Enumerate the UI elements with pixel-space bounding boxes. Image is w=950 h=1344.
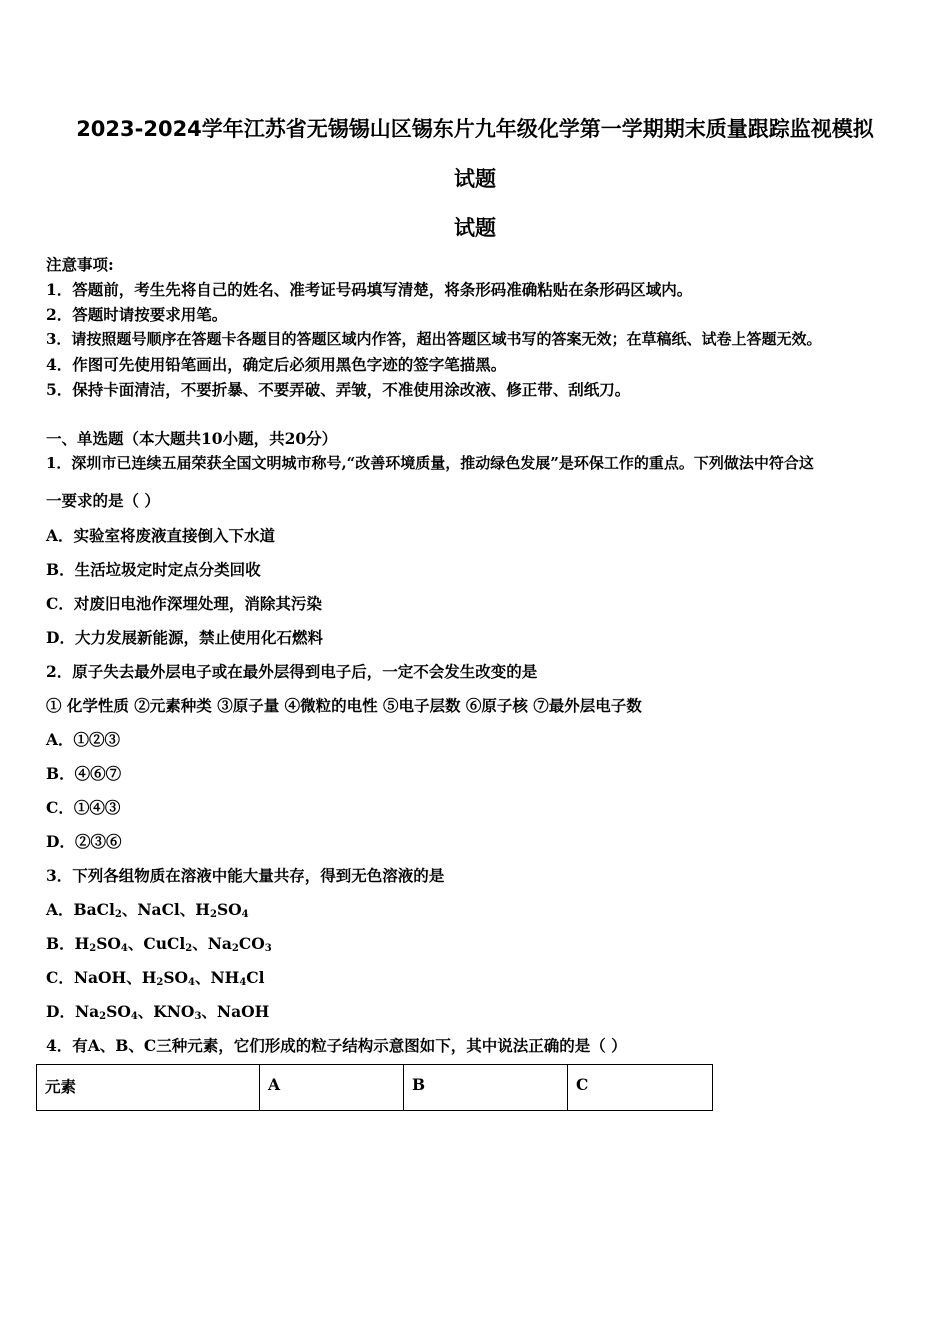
q2-option-b: B．④⑥⑦ <box>46 764 122 783</box>
notice-item-3: 3．请按照题号顺序在答题卡各题目的答题区域内作答，超出答题区域书写的答案无效；在草稿纸、试卷上答题无效。 <box>46 330 822 348</box>
q3-option-a: A．BaCl$_2$、NaCl、$H_2SO_4$ <box>46 900 249 920</box>
table-header-element: 元素 <box>37 1065 260 1111</box>
notice-item-1: 1．答题前，考生先将自己的姓名、准考证号码填写清楚，将条形码准确粘贴在条形码区域内。 <box>46 280 693 299</box>
q1-option-c: C．对废旧电池作深埋处理，消除其污染 <box>46 594 322 613</box>
notice-item-4: 4．作图可先使用铅笔画出，确定后必须用黑色字迹的签字笔描黑。 <box>46 355 507 374</box>
notice-heading: 注意事项: <box>46 255 114 274</box>
q4-stem: 4．有A、B、C三种元素，它们形成的粒子结构示意图如下，其中说法正确的是（ ） <box>46 1036 627 1055</box>
document-subtitle: 试题 <box>454 216 496 240</box>
section-heading: 一、单选题（本大题共10小题，共20分） <box>46 429 338 448</box>
notice-item-2: 2．答题时请按要求用笔。 <box>46 305 228 324</box>
document-title-line2: 试题 <box>454 167 496 191</box>
table-row <box>37 1065 713 1111</box>
q1-option-d: D．大力发展新能源，禁止使用化石燃料 <box>46 628 323 647</box>
q2-stem: 2．原子失去最外层电子或在最外层得到电子后，一定不会发生改变的是 <box>46 662 538 681</box>
q2-option-c: C．①④③ <box>46 798 121 817</box>
q1-stem-line2: 一要求的是（ ） <box>46 491 160 510</box>
table-header-b: B <box>404 1065 568 1111</box>
q3-option-b: B．$H_2SO_4$、CuCl$_2$、$Na_2CO_3$ <box>46 934 272 954</box>
document-title-line1: 2023-2024学年江苏省无锡锡山区锡东片九年级化学第一学期期末质量跟踪监视模拟 <box>76 117 874 141</box>
notice-item-5: 5．保持卡面清洁，不要折暴、不要弄破、弄皱，不准使用涂改液、修正带、刮纸刀。 <box>46 380 631 399</box>
q2-items: ① 化学性质 ②元素种类 ③原子量 ④微粒的电性 ⑤电子层数 ⑥原子核 ⑦最外层电子数 <box>46 696 642 715</box>
table-header-a: A <box>260 1065 404 1111</box>
q1-stem-line1: 1．深圳市已连续五届荣获全国文明城市称号,“改善环境质量，推动绿色发展”是环保工作的重点。下列做法中符合这 <box>46 454 814 472</box>
q2-option-a: A．①②③ <box>46 730 121 749</box>
q3-option-d: D．$Na_2SO_4$、$KNO_3$、NaOH <box>46 1002 270 1022</box>
q3-stem: 3．下列各组物质在溶液中能大量共存，得到无色溶液的是 <box>46 866 445 885</box>
q3-option-c: C．NaOH、$H_2SO_4$、$NH_4Cl$ <box>46 968 265 988</box>
q1-option-a: A．实验室将废液直接倒入下水道 <box>46 526 276 545</box>
q2-option-d: D．②③⑥ <box>46 832 122 851</box>
q4-element-table <box>36 1064 713 1111</box>
q1-option-b: B．生活垃圾定时定点分类回收 <box>46 560 261 579</box>
table-header-c: C <box>568 1065 713 1111</box>
